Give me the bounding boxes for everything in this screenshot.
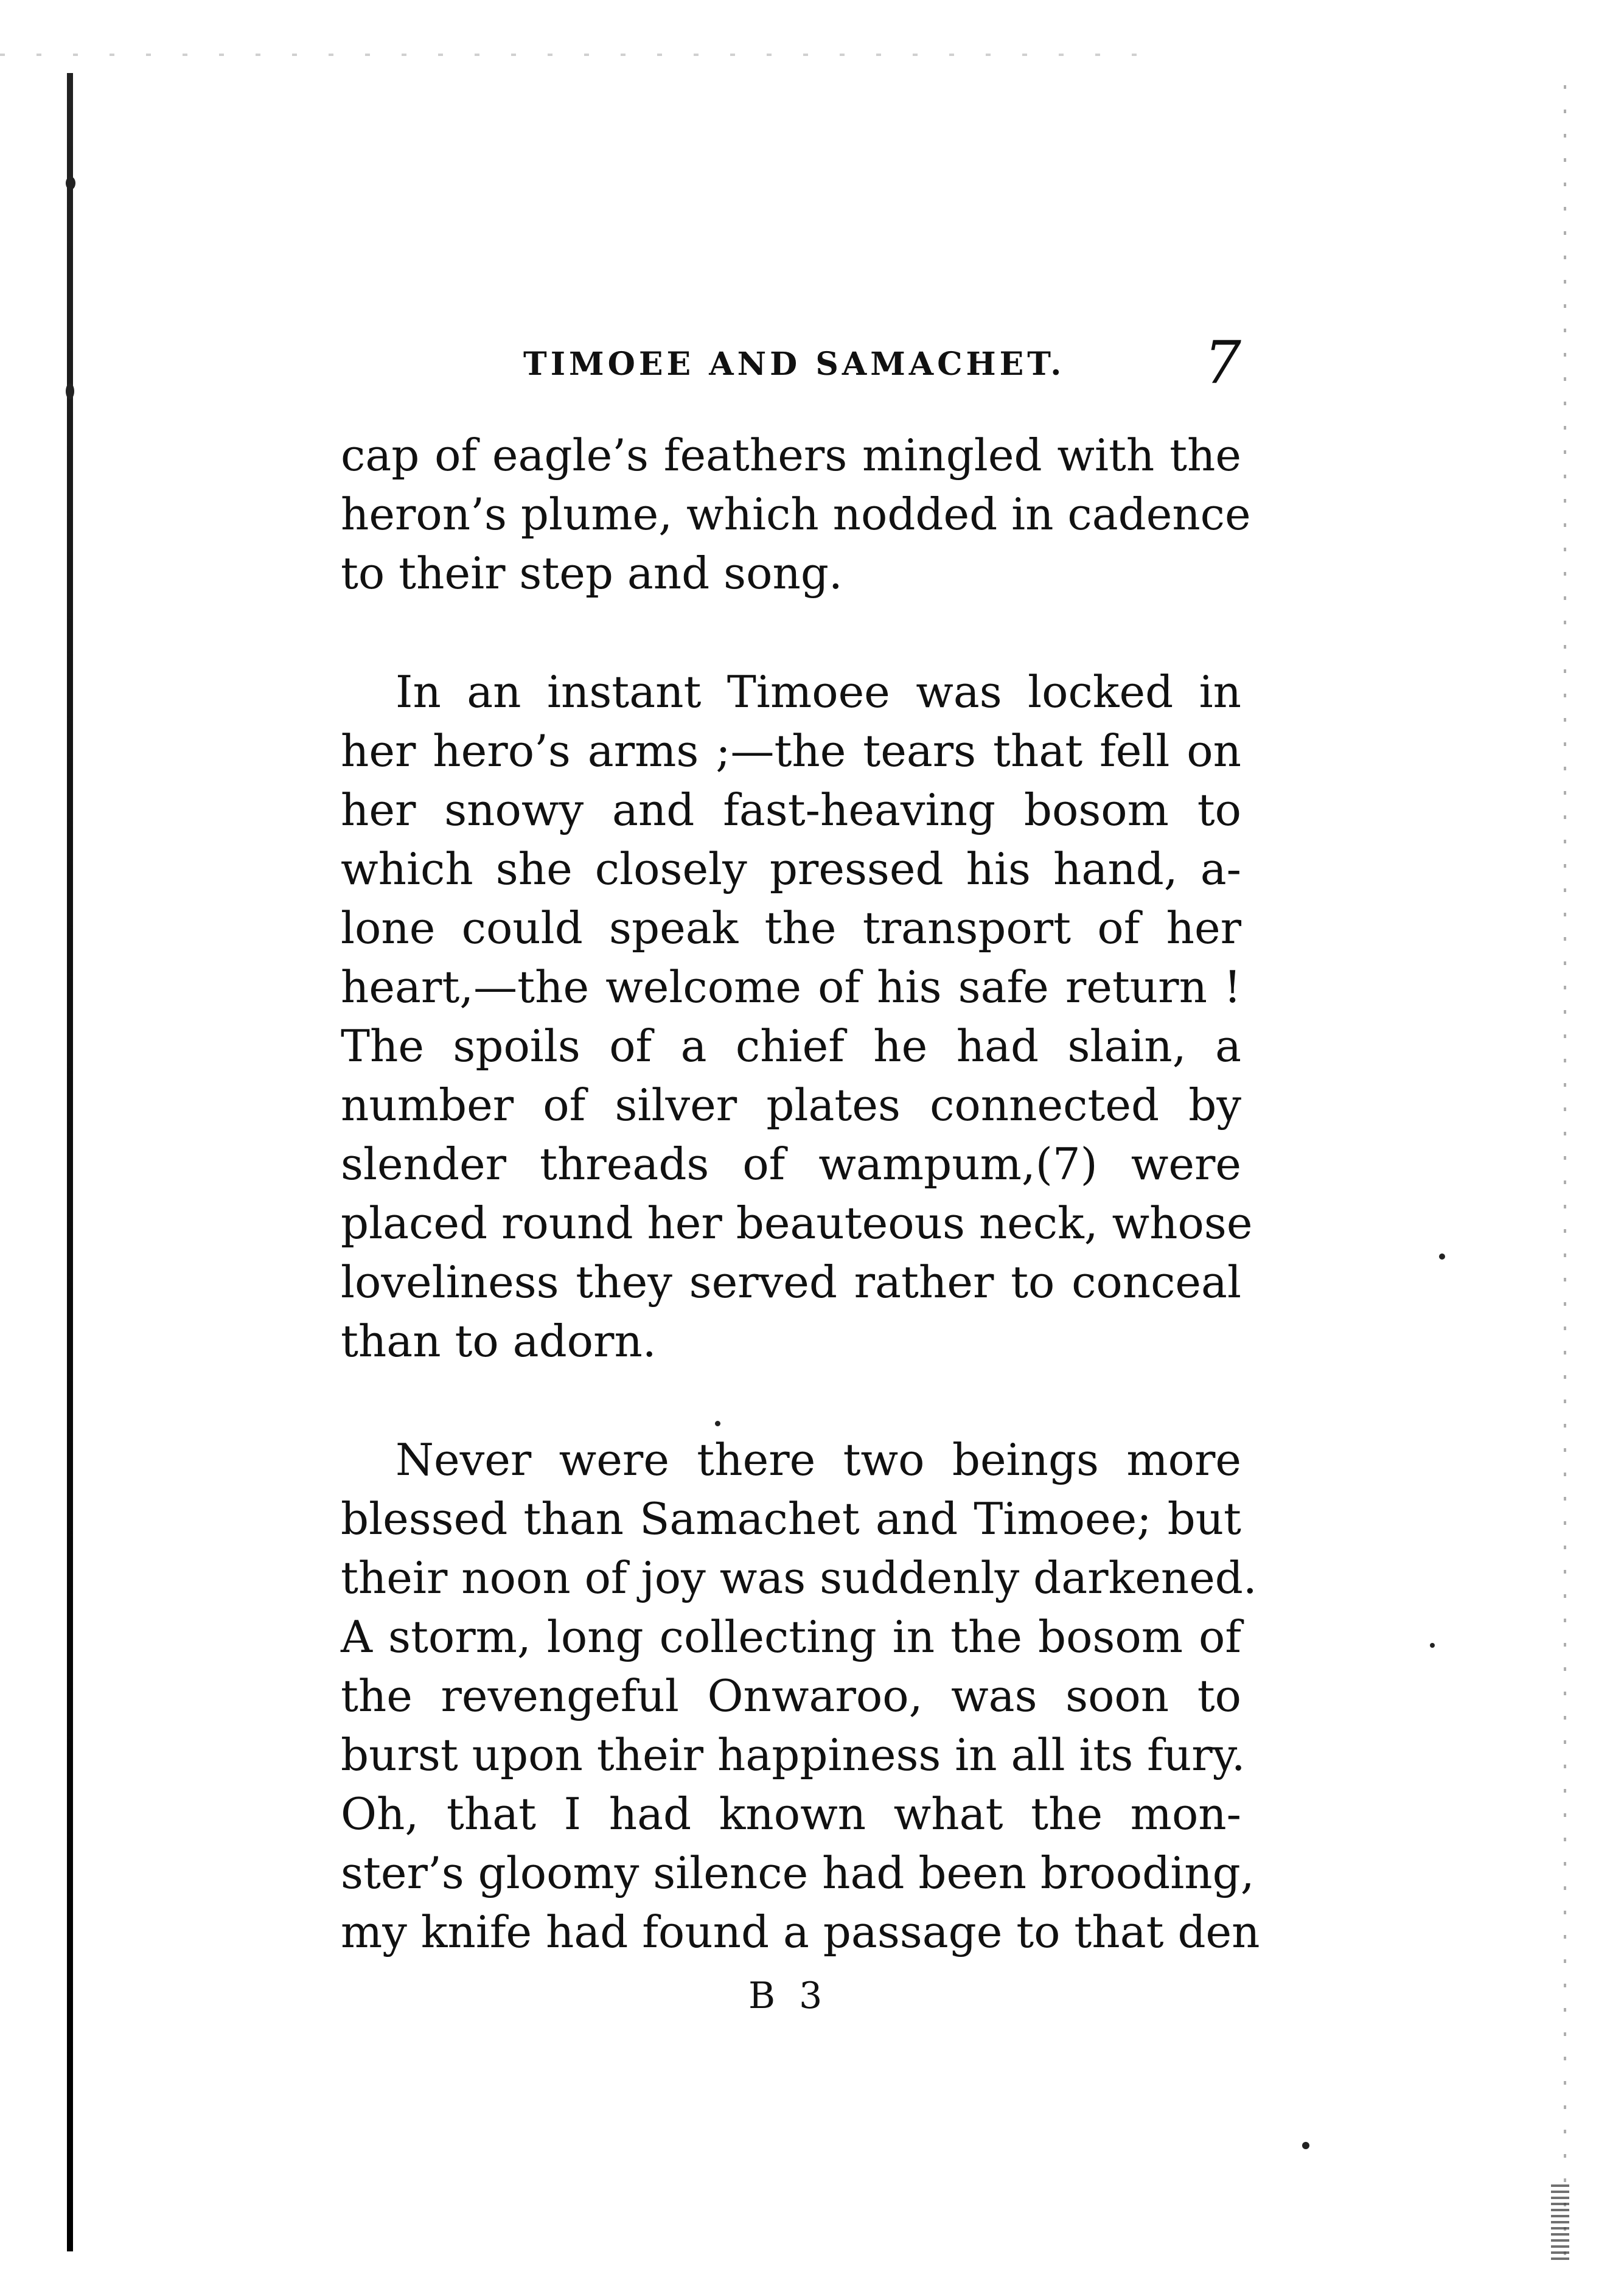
page-edge-bottom-right — [1551, 2184, 1569, 2264]
paragraph — [341, 663, 1253, 1371]
scan-speck — [1439, 1253, 1445, 1260]
page-number: 7 — [1204, 329, 1241, 397]
text-line: her hero’s arms ;—the tears that fell on — [341, 725, 1241, 776]
text-line: her snowy and fast-heaving bosom to — [341, 784, 1241, 835]
text-line: slender threads of wampum,(7) were — [341, 1138, 1241, 1190]
text-line: ster’s gloomy silence had been brooding, — [341, 1847, 1255, 1898]
text-line: the revengeful Onwaroo, was soon to — [341, 1670, 1241, 1721]
running-head: TIMOEE AND SAMACHET. — [523, 346, 1065, 383]
text-line: placed round her beauteous neck, whose — [341, 1198, 1253, 1249]
text-line: The spoils of a chief he had slain, a — [341, 1020, 1241, 1072]
signature-mark: B 3 — [748, 1975, 829, 2017]
text-line: Never were there two beings more — [396, 1434, 1241, 1485]
scan-speck — [1302, 2142, 1309, 2149]
text-line: lone could speak the transport of her — [341, 902, 1241, 954]
text-line: Oh, that I had known what the mon- — [341, 1788, 1241, 1839]
page-edge-right — [1564, 85, 1566, 2264]
text-line: heron’s plume, which nodded in cadence — [341, 489, 1251, 540]
text-line: to their step and song. — [341, 548, 843, 599]
text-line: their noon of joy was suddenly darkened. — [341, 1552, 1257, 1603]
text-line: which she closely pressed his hand, a- — [341, 843, 1241, 894]
text-line: loveliness they served rather to conceal — [341, 1257, 1241, 1308]
page-edge-left — [67, 73, 73, 2251]
text-line: blessed than Samachet and Timoee; but — [341, 1493, 1241, 1544]
text-line: In an instant Timoee was locked in — [396, 666, 1241, 717]
text-line: my knife had found a passage to that den — [341, 1906, 1260, 1958]
scan-speck — [66, 383, 74, 399]
scan-speck — [66, 176, 75, 190]
paragraph-gap — [341, 603, 1241, 663]
body-text — [341, 426, 1260, 1962]
paragraph-gap — [341, 1371, 1241, 1431]
paragraph — [341, 1431, 1260, 1962]
text-line: burst upon their happiness in all its fury. — [341, 1729, 1246, 1780]
page-header — [341, 329, 1241, 402]
text-line: A storm, long collecting in the bosom of — [341, 1611, 1241, 1662]
text-line: cap of eagle’s feathers mingled with the — [341, 430, 1241, 481]
paragraph — [341, 426, 1251, 603]
text-line: number of silver plates connected by — [341, 1079, 1241, 1131]
page-edge-top — [0, 54, 1156, 56]
scan-speck — [1430, 1643, 1435, 1648]
text-line: heart,—the welcome of his safe return ! — [341, 961, 1241, 1013]
text-line: than to adorn. — [341, 1316, 657, 1367]
